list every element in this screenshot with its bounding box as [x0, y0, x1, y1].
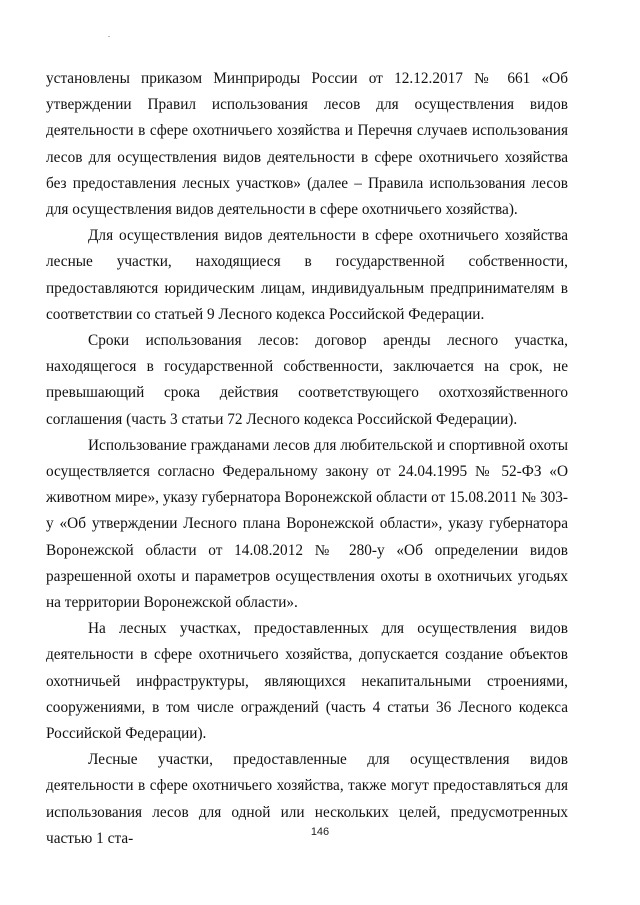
paragraph-4: Использование гражданами лесов для любительской и спортивной охоты осуществляется согласно Федеральному закону от 24.04.1995 № 52-ФЗ «О животном мире», указу губернатора Воронежской области от 15.08.2011 № 303-у «Об утверждении Лесного плана Воронежской области», указу губернатора Воронежской области от 14.08.2012 № 280-у «Об определении видов разрешенной охоты и параметров осуществления охоты в охотничьих угодьях на территории Воронежской области». — [46, 436, 568, 612]
paragraph-6: Лесные участки, предоставленные для осуществления видов деятельности в сфере охотничьего хозяйства, также могут предоставляться для использования лесов для одной или нескольких целей, предусмотренных частью 1 ста- — [46, 751, 568, 847]
paragraph-5: На лесных участках, предоставленных для осуществления видов деятельности в сфере охотничьего хозяйства, допускается создание объектов охотничьей инфраструктуры, являющихся некапитальными строениями, сооружениями, в том числе ограждений (часть 4 статьи 36 Лесного кодекса Российской Федерации). — [46, 620, 568, 743]
paragraph-3: Сроки использования лесов: договор аренды лесного участка, находящегося в государственной собственности, заключается на срок, не превышающий срока действия соответствующего охотхозяйственного соглашения (часть 3 статьи 72 Лесного кодекса Российской Федерации). — [46, 332, 568, 428]
paragraph-1: установлены приказом Минприроды России от 12.12.2017 № 661 «Об утверждении Правил использования лесов для осуществления видов деятельности в сфере охотничьего хозяйства и Перечня случаев использования лесов для осуществления видов деятельности в сфере охотничьего хозяйства без предоставления лесных участков» (далее – Правила использования лесов для осуществления видов деятельности в сфере охотничьего хозяйства). — [46, 70, 568, 219]
body-text — [46, 66, 568, 852]
page-number: 146 — [310, 826, 330, 838]
scan-artifact — [108, 36, 110, 37]
paragraph-2: Для осуществления видов деятельности в сфере охотничьего хозяйства лесные участки, находящиеся в государственной собственности, предоставляются юридическим лицам, индивидуальным предпринимателям в соответствии со статьей 9 Лесного кодекса Российской Федерации. — [46, 227, 568, 323]
